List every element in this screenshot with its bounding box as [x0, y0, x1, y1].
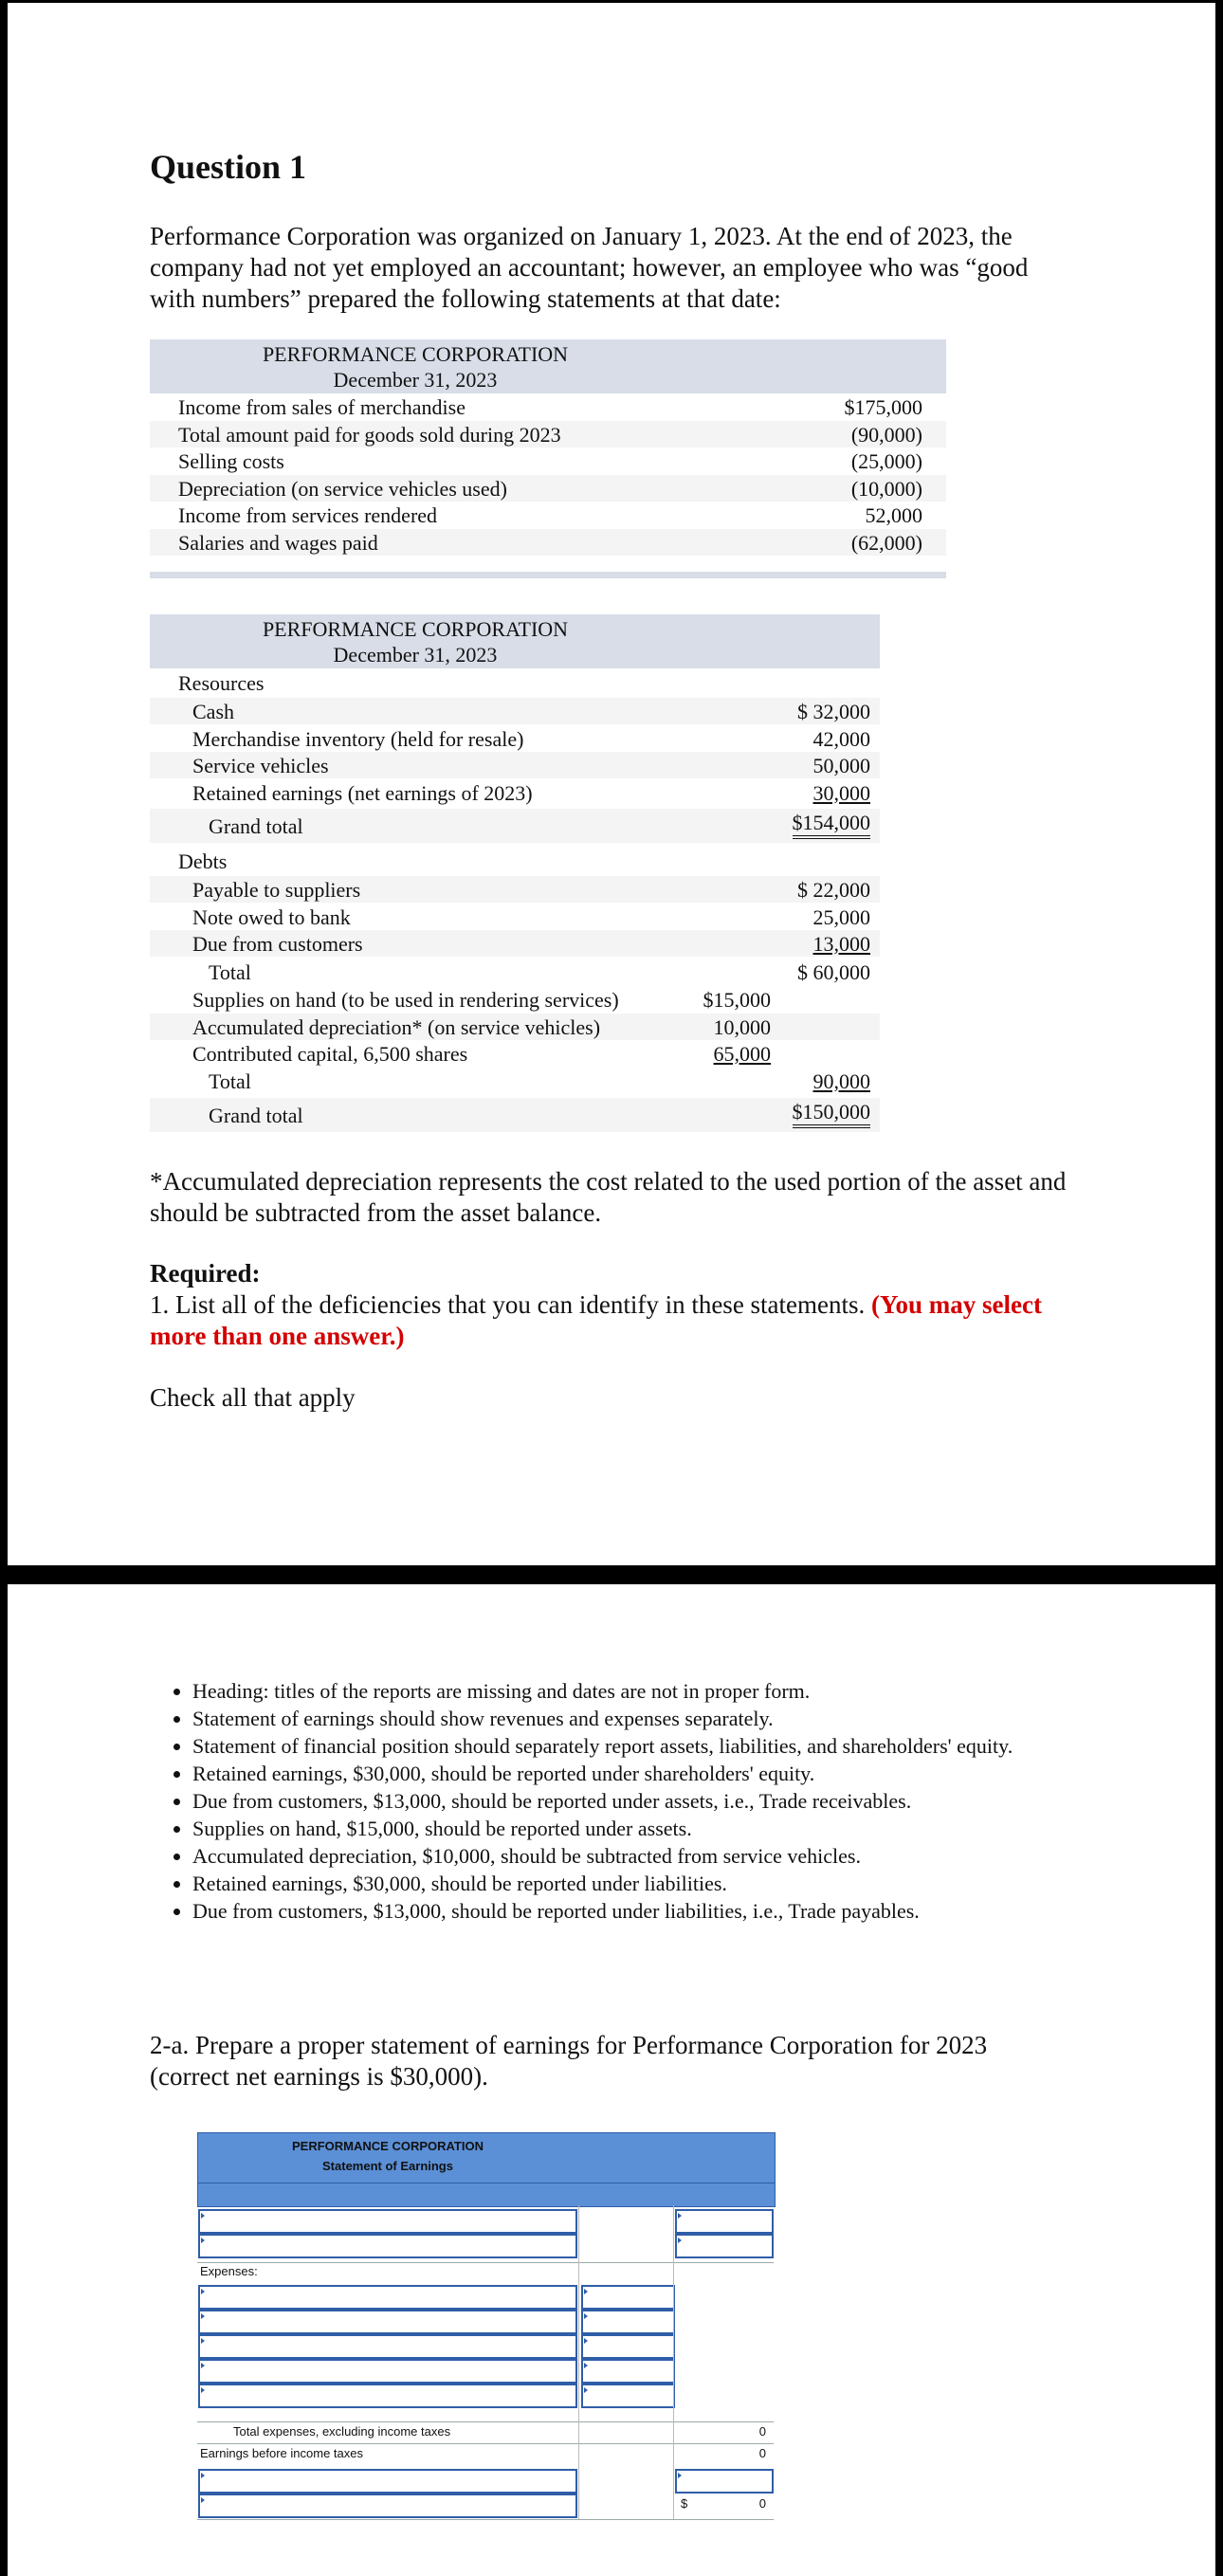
revenue-amount-input-2[interactable]: [675, 2234, 774, 2258]
other-total-row: [150, 1068, 880, 1094]
row-label: Note owed to bank: [192, 904, 351, 929]
row-label: Selling costs: [178, 449, 284, 473]
expense-label-input-3[interactable]: [198, 2334, 577, 2359]
expense-label-input-4[interactable]: [198, 2359, 577, 2384]
table-row: [150, 930, 880, 957]
grand-total-row: [150, 1098, 880, 1132]
total-expenses-label: Total expenses, excluding income taxes: [233, 2424, 451, 2439]
divider: [197, 2262, 774, 2263]
income-statement-table: [150, 339, 946, 581]
table2-date: December 31, 2023: [333, 643, 498, 667]
row-amount: $ 32,000: [797, 700, 870, 723]
expense-amount-input-4[interactable]: [581, 2359, 675, 2384]
expense-label-input-2[interactable]: [198, 2310, 577, 2334]
column-divider: [578, 2205, 579, 2519]
expense-label-input-5[interactable]: [198, 2384, 577, 2408]
row-label: Total amount paid for goods sold during 2023: [178, 422, 561, 447]
check-all-label: Check all that apply: [150, 1383, 356, 1412]
revenue-label-input-1[interactable]: [198, 2209, 577, 2234]
final-currency: $: [681, 2496, 688, 2511]
row-amount: (62,000): [850, 530, 922, 555]
table1-header: [150, 339, 946, 393]
row-label: Salaries and wages paid: [178, 530, 378, 555]
table1-title: PERFORMANCE CORPORATION: [262, 342, 569, 366]
option-item[interactable]: • Due from customers, $13,000, should be reported under assets, i.e., Trade receivables.: [192, 1787, 1103, 1815]
revenue-label-input-2[interactable]: [198, 2234, 577, 2258]
expense-amount-input-5[interactable]: [581, 2384, 675, 2408]
row-label: Income from services rendered: [178, 503, 438, 527]
table2-header: [150, 614, 880, 668]
row-amount: 65,000: [713, 1042, 771, 1066]
row-amount: 25,000: [812, 904, 870, 929]
option-item[interactable]: • Retained earnings, $30,000, should be reported under liabilities.: [192, 1870, 1103, 1897]
row-amount: $175,000: [844, 395, 922, 419]
option-item[interactable]: • Supplies on hand, $15,000, should be reported under assets.: [192, 1815, 1103, 1842]
footnote: *Accumulated depreciation represents the cost related to the used portion of the asset and should be subtracted from the asset balance.: [150, 1167, 1067, 1227]
option-item[interactable]: • Statement of earnings should show revenues and expenses separately.: [192, 1705, 1103, 1732]
debts-total-value: $ 60,000: [797, 960, 870, 984]
row-label: Depreciation (on service vehicles used): [178, 476, 507, 501]
revenue-amount-input-1[interactable]: [675, 2209, 774, 2234]
table-row: [150, 876, 880, 903]
row-amount: (90,000): [850, 422, 922, 447]
balance-sheet-table: [150, 614, 880, 1138]
table-row: [150, 475, 946, 502]
ebt-value: 0: [758, 2446, 766, 2460]
earnings-subtitle: Statement of Earnings: [322, 2159, 453, 2173]
debts-total-row: [150, 959, 880, 985]
table-row: [150, 502, 946, 528]
table-row: [150, 698, 880, 724]
earnings-header-band: [197, 2183, 776, 2207]
table1-footer-bar: [150, 572, 946, 578]
resources-total-label: Grand total: [209, 814, 303, 838]
table-row: [150, 1040, 880, 1067]
row-label: Due from customers: [192, 932, 363, 956]
row-amount: 42,000: [812, 726, 870, 751]
table-row: [150, 779, 880, 806]
table-row: [150, 725, 880, 752]
required-label: Required:: [150, 1259, 261, 1288]
expense-amount-input-3[interactable]: [581, 2334, 675, 2359]
tax-label-input[interactable]: [198, 2469, 577, 2494]
question-title: Question 1: [150, 148, 307, 186]
divider: [197, 2443, 774, 2444]
option-item[interactable]: • Due from customers, $13,000, should be reported under liabilities, i.e., Trade payables.: [192, 1897, 1103, 1925]
debts-total-label: Total: [209, 960, 251, 984]
earnings-title: PERFORMANCE CORPORATION: [292, 2139, 484, 2153]
grand-total-label: Grand total: [209, 1104, 303, 1127]
expense-amount-input-1[interactable]: [581, 2285, 675, 2310]
option-item[interactable]: • Retained earnings, $30,000, should be reported under shareholders' equity.: [192, 1760, 1103, 1787]
row-amount: (25,000): [850, 449, 922, 473]
required-note: (You may select more than one answer.): [150, 1290, 1042, 1350]
row-label: Supplies on hand (to be used in rendering services): [192, 988, 619, 1012]
resources-label: Resources: [178, 671, 265, 695]
row-amount: 52,000: [865, 503, 922, 527]
row-amount: 30,000: [812, 780, 870, 805]
column-divider: [673, 2205, 674, 2519]
row-label: Cash: [192, 700, 234, 723]
table1-date: December 31, 2023: [333, 368, 498, 392]
table-row: [150, 393, 946, 420]
row-amount: 10,000: [713, 1014, 771, 1039]
expense-amount-input-2[interactable]: [581, 2310, 675, 2334]
table-row: [150, 529, 946, 556]
deficiency-options: [150, 1677, 1103, 1925]
table-row: [150, 1014, 880, 1040]
table-row: [150, 421, 946, 448]
resources-total-value: $154,000: [793, 811, 871, 839]
other-total-label: Total: [209, 1069, 251, 1093]
row-amount: (10,000): [850, 476, 922, 501]
row-amount: $15,000: [703, 988, 771, 1012]
row-label: Payable to suppliers: [192, 878, 361, 902]
row-amount: $ 22,000: [797, 878, 870, 902]
divider: [197, 2519, 774, 2520]
option-item[interactable]: • Statement of financial position should separately report assets, liabilities, and shareholders' equity.: [192, 1732, 1103, 1760]
table-row: [150, 752, 880, 778]
ebt-label: Earnings before income taxes: [200, 2446, 363, 2460]
question-panel: [8, 3, 1215, 1565]
row-label: Retained earnings (net earnings of 2023): [192, 780, 533, 805]
option-item[interactable]: • Accumulated depreciation, $10,000, should be subtracted from service vehicles.: [192, 1842, 1103, 1870]
debts-label: Debts: [178, 850, 228, 873]
part-2a-text: 2-a. Prepare a proper statement of earnings for Performance Corporation for 2023 (correct net earnings is $30,000).: [150, 2031, 988, 2091]
row-label: Contributed capital, 6,500 shares: [192, 1042, 468, 1066]
earnings-header: [197, 2132, 776, 2183]
net-earnings-label-input[interactable]: [198, 2494, 577, 2518]
other-total-value: 90,000: [812, 1069, 870, 1093]
answer-panel: [8, 1584, 1215, 2576]
total-expenses-value: 0: [758, 2424, 766, 2439]
expenses-label: Expenses:: [200, 2264, 258, 2278]
resources-total-row: [150, 809, 880, 843]
row-amount: 50,000: [812, 754, 870, 777]
table-row: [150, 904, 880, 930]
option-item[interactable]: • Heading: titles of the reports are missing and dates are not in proper form.: [192, 1677, 1103, 1705]
required-question: 1. List all of the deficiencies that you can identify in these statements.: [150, 1290, 866, 1319]
earnings-statement-form: [197, 2132, 774, 2540]
tax-amount-input[interactable]: [675, 2469, 774, 2494]
divider: [197, 2421, 774, 2422]
required-text: [150, 1289, 1074, 1352]
expense-label-input-1[interactable]: [198, 2285, 577, 2310]
row-label: Accumulated depreciation* (on service vehicles): [192, 1014, 601, 1039]
row-amount: 13,000: [812, 932, 870, 956]
row-label: Service vehicles: [192, 754, 329, 777]
table2-title: PERFORMANCE CORPORATION: [262, 617, 569, 641]
grand-total-value: $150,000: [793, 1100, 871, 1128]
table-row: [150, 448, 946, 474]
final-value: 0: [758, 2496, 766, 2511]
row-label: Income from sales of merchandise: [178, 395, 465, 419]
row-label: Merchandise inventory (held for resale): [192, 726, 524, 751]
table-row: [150, 986, 880, 1013]
intro-text: Performance Corporation was organized on January 1, 2023. At the end of 2023, the company had not yet employed an accountant; however, an employee who was “good with numbers” prepared the following statements at that date:: [150, 222, 1029, 313]
